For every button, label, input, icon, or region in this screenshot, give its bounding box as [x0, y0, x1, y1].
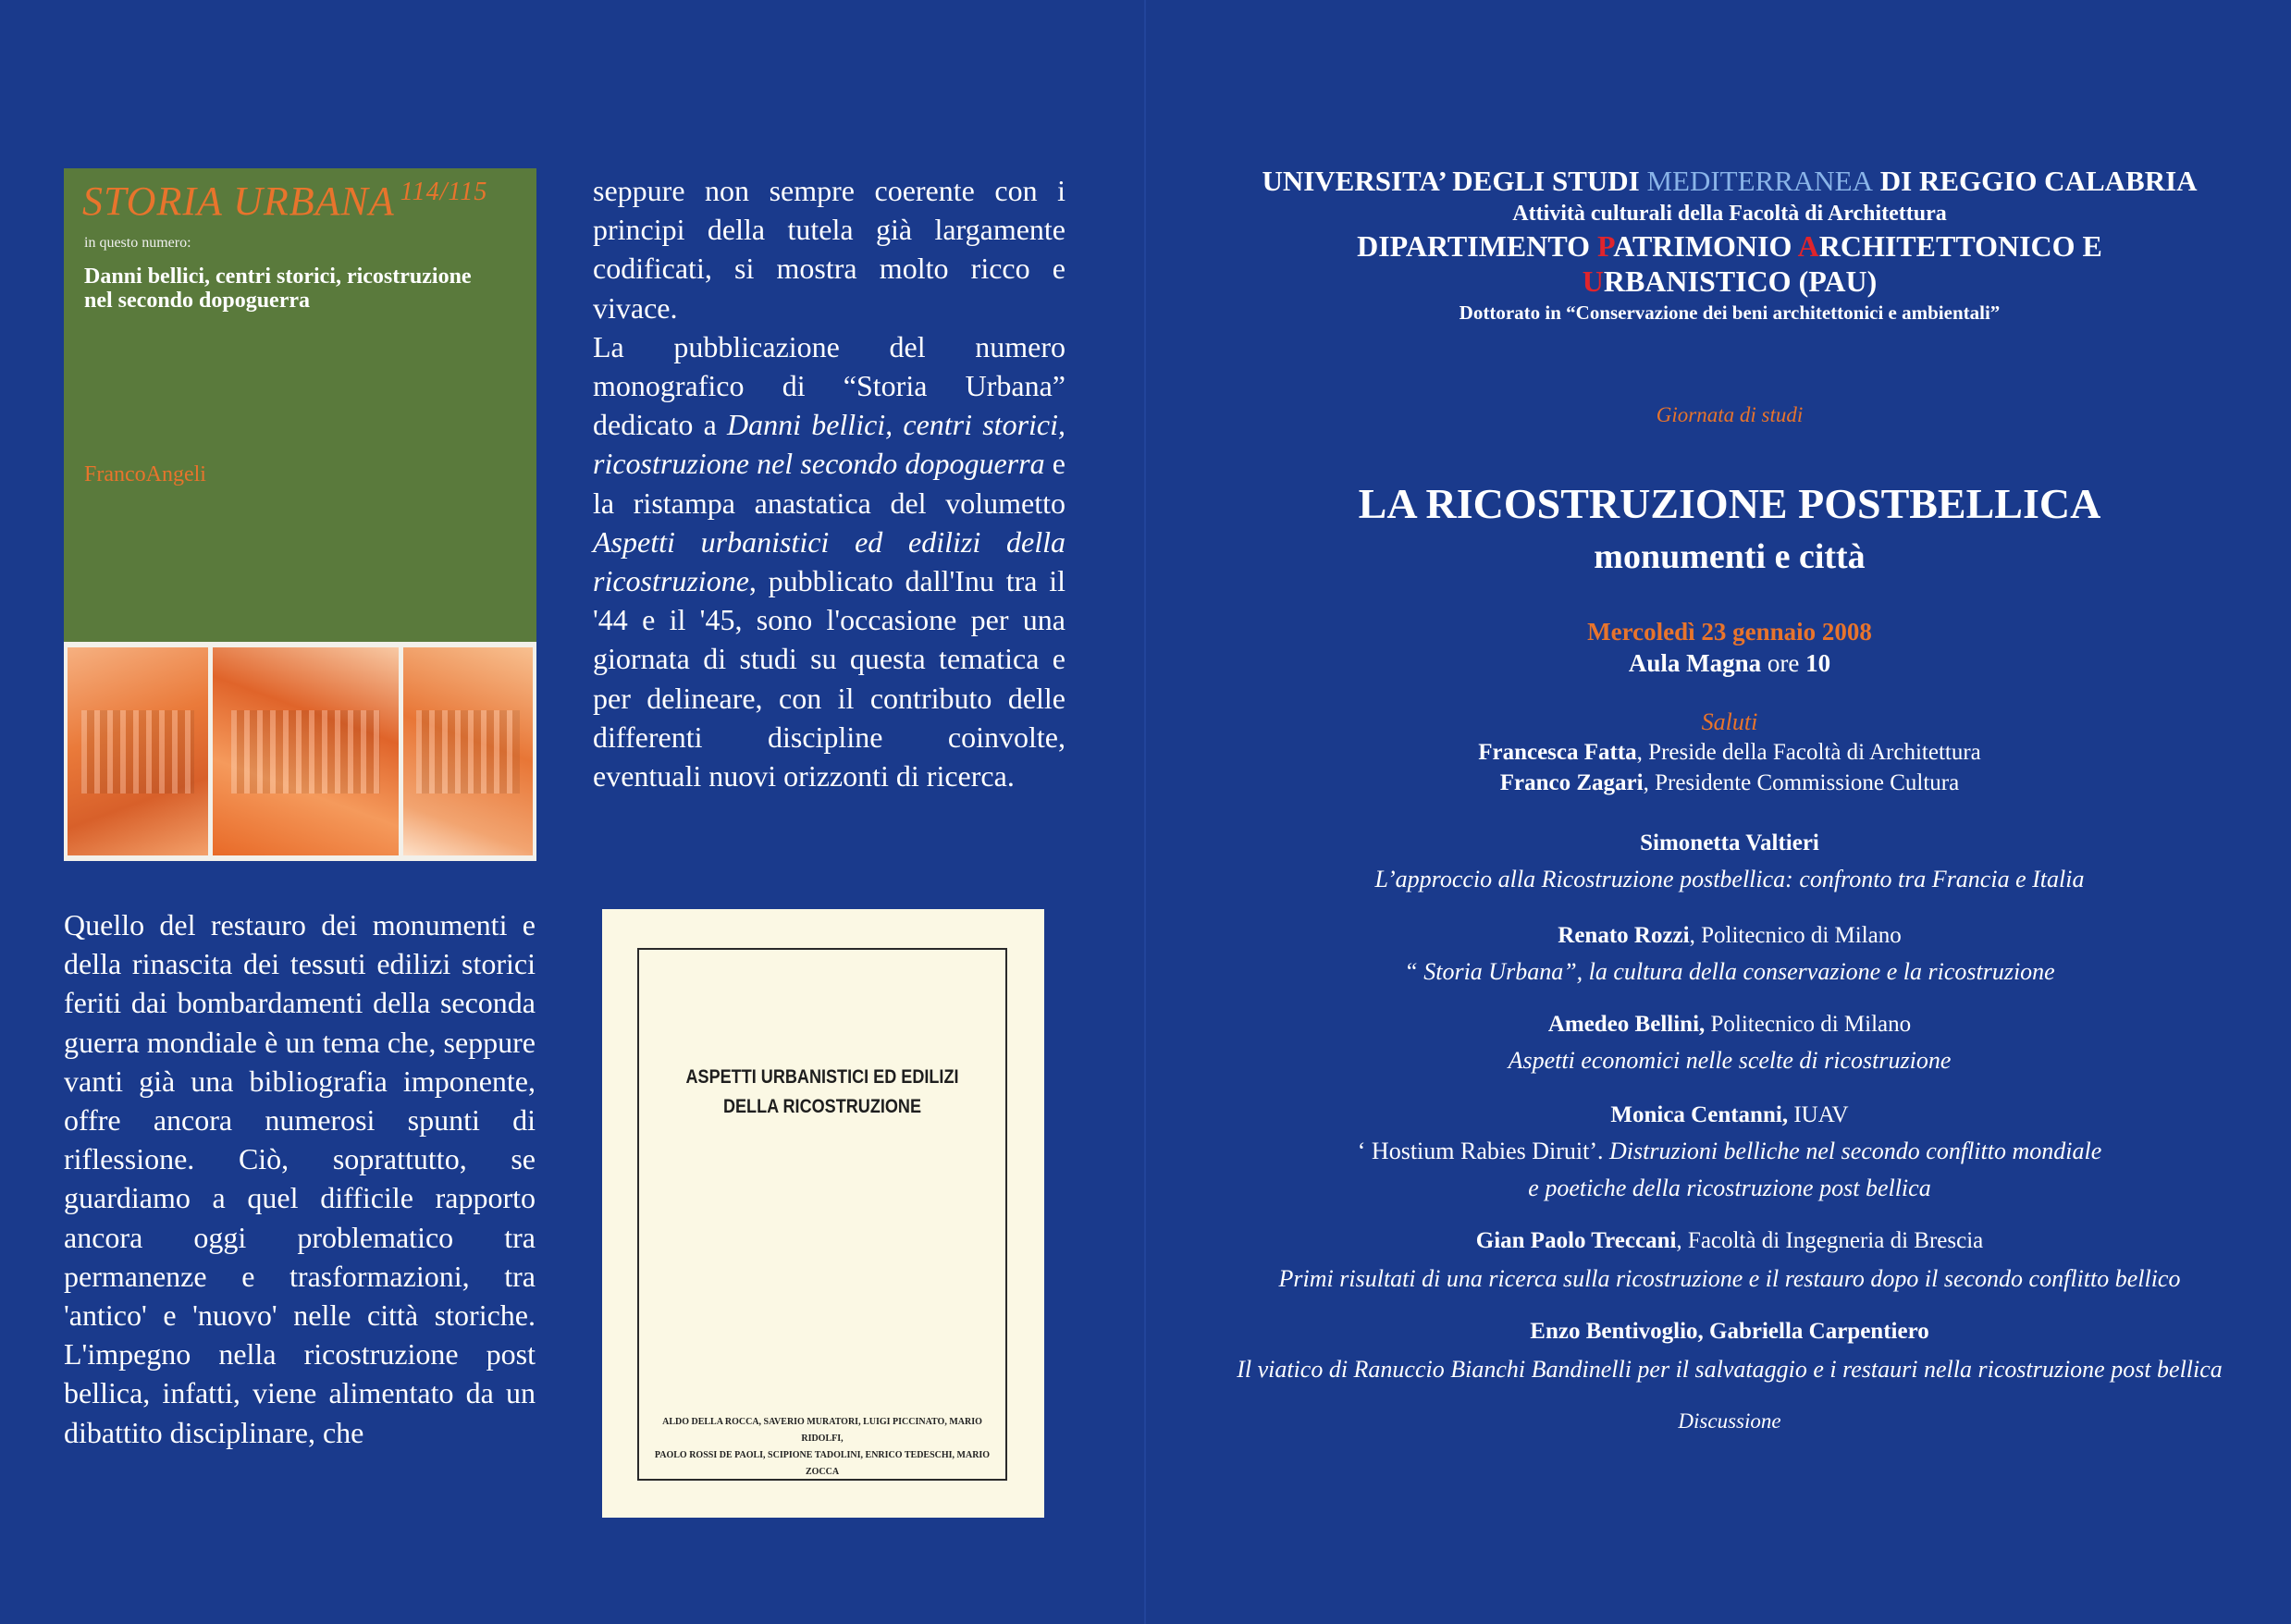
- cover-publisher: FrancoAngeli: [84, 462, 206, 486]
- storia-urbana-cover: [64, 168, 536, 861]
- event-subtitle: monumenti e città: [1594, 537, 1866, 576]
- talk-title: Primi risultati di una ricerca sulla ricostruzione e il restauro dopo il secondo conflitto bellico: [1278, 1265, 2181, 1292]
- cover-title: STORIA URBANA $^{114/115}$: [82, 178, 488, 224]
- speaker-name: Simonetta Valtieri: [1640, 830, 1819, 855]
- aspetti-urbanistici-cover: [602, 909, 1044, 1518]
- talk-title-continued: e poetiche della ricostruzione post bellica: [1528, 1175, 1931, 1201]
- speaker-name: Gian Paolo Treccani, Facoltà di Ingegneria di Brescia: [1475, 1228, 1984, 1253]
- cover-photo: [403, 647, 533, 855]
- cover-subtitle: in questo numero:: [84, 235, 191, 251]
- talk-title: Aspetti economici nelle scelte di ricostruzione: [1508, 1047, 1952, 1074]
- department-line-1: DIPARTIMENTO PATRIMONIO ARCHITETTONICO E: [1357, 229, 2102, 263]
- saluti-speaker: Francesca Fatta, Preside della Facoltà di Architettura: [1478, 740, 1981, 765]
- cover2-title: ASPETTI URBANISTICI ED EDILIZI DELLA RICOSTRUZIONE: [685, 1066, 959, 1117]
- page-fold: [1144, 0, 1146, 1624]
- saluti-speaker: Franco Zagari, Presidente Commissione Cultura: [1499, 770, 1960, 795]
- cover2-authors: ALDO DELLA ROCCA, SAVERIO MURATORI, LUIGI PICCINATO, MARIO RIDOLFI, PAOLO ROSSI DE PAOLI, SCIPIONE TADOLINI, ENRICO TEDESCHI, MARIO ZOCCA: [654, 1417, 991, 1477]
- event-title: LA RICOSTRUZIONE POSTBELLICA: [1358, 480, 2101, 527]
- speaker-name: Renato Rozzi, Politecnico di Milano: [1558, 923, 1902, 948]
- speaker-name: Enzo Bentivoglio, Gabriella Carpentiero: [1530, 1319, 1929, 1344]
- paragraph: Quello del restauro dei monumenti e della rinascita dei tessuti edilizi storici feriti dai bombardamenti della seconda guerra mondiale è un tema che, seppure vanti già una bibliografia imponente, offre ancora numerosi spunti di riflessione. Ciò, soprattutto, se guardiamo a quel difficile rapporto ancora oggi problematico tra permanenze e trasformazioni, tra 'antico' e 'nuovo' nelle città storiche. L'impegno nella ricostruzione post bellica, infatti, viene alimentato da un dibattito disciplinare, che: [64, 908, 536, 1449]
- intro-text-column-1: [64, 905, 536, 1452]
- talk-title: ‘ Hostium Rabies Diruit’. Distruzioni belliche nel secondo conflitto mondiale: [1357, 1138, 2102, 1164]
- cover-photo: [68, 647, 208, 855]
- intro-text-column-2: [593, 171, 1065, 795]
- doctorate: Dottorato in “Conservazione dei beni architettonici e ambientali”: [1459, 301, 2001, 324]
- cover-photo-strip: [64, 642, 536, 861]
- cover-frame: [637, 948, 1007, 1481]
- department-line-2: URBANISTICO (PAU): [1582, 265, 1878, 298]
- speaker-name: Amedeo Bellini, Politecnico di Milano: [1547, 1012, 1912, 1037]
- talk-title: “ Storia Urbana”, la cultura della conservazione e la ricostruzione: [1404, 958, 2055, 985]
- event-date: Mercoledì 23 gennaio 2008: [1587, 618, 1872, 646]
- paragraph: La pubblicazione del numero monografico di “Storia Urbana” dedicato a Danni bellici, centri storici, ricostruzione nel secondo dopoguerra e la ristampa anastatica del volumetto Aspetti urbanistici ed edilizi della ricostruzione, pubblicato dall'Inu tra il '44 e il '45, sono l'occasione per una giornata di studi su questa tematica e per delineare, con il contributo delle differenti discipline coinvolte, eventuali nuovi orizzonti di ricerca.: [593, 329, 1066, 794]
- speaker-name: Monica Centanni, IUAV: [1610, 1102, 1849, 1127]
- university-name: UNIVERSITA’ DEGLI STUDI MEDITERRANEA DI REGGIO CALABRIA: [1262, 165, 2198, 197]
- cover-issue: 114/115: [400, 178, 488, 207]
- faculty-activity: Attività culturali della Facoltà di Architettura: [1512, 202, 1947, 226]
- paragraph: seppure non sempre coerente con i principi della tutela già largamente codificati, si mostra molto ricco e vivace.: [593, 174, 1065, 325]
- cover-headline: Danni bellici, centri storici, ricostruzione nel secondo dopoguerra: [84, 265, 472, 313]
- cover-photo: [213, 647, 399, 855]
- event-venue: Aula Magna ore 10: [1628, 649, 1831, 677]
- saluti-label: Saluti: [1701, 708, 1758, 735]
- talk-title: L’approccio alla Ricostruzione postbellica: confronto tra Francia e Italia: [1374, 866, 2085, 892]
- talk-title: Il viatico di Ranuccio Bianchi Bandinelli per il salvataggio e i restauri nella ricostruzione post bellica: [1237, 1356, 2223, 1383]
- discussion-label: Discussione: [1678, 1409, 1781, 1433]
- event-kicker: Giornata di studi: [1656, 403, 1804, 426]
